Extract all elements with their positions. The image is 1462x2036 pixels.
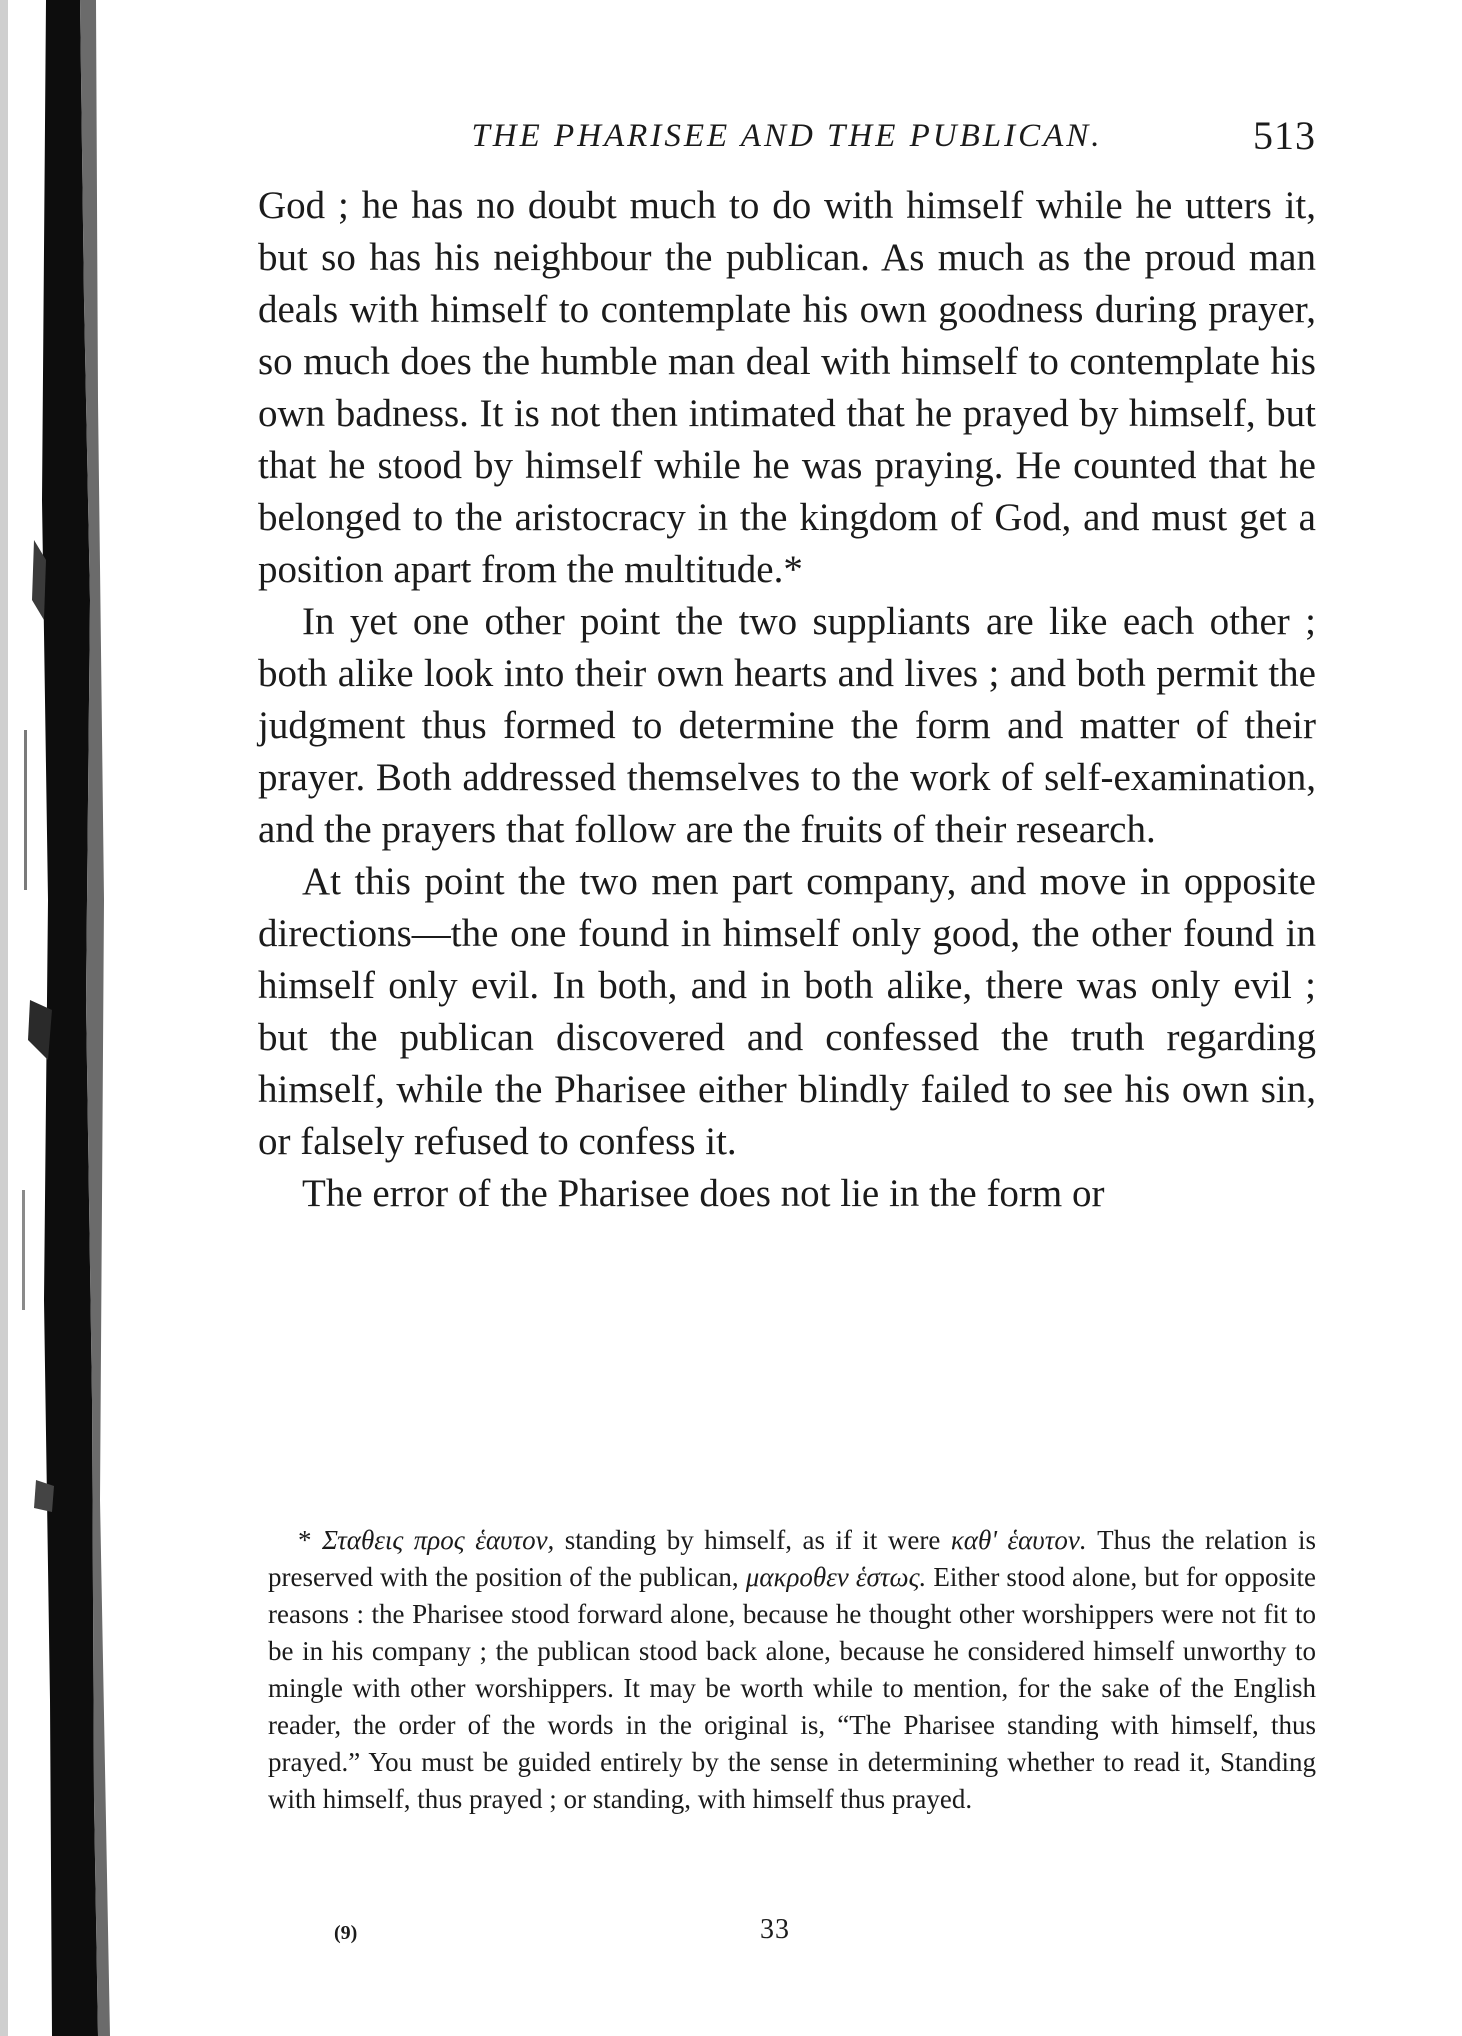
footnote-text: standing by himself, as if it were xyxy=(554,1525,951,1555)
paragraph: In yet one other point the two suppliants are like each other ; both alike look into their own hearts and lives ; and both permit the judgment thus formed to determine the form and matter of their prayer. Both addressed themselves to the work of self-examination, and the prayers that follow are the fruits of their research. xyxy=(258,600,1316,851)
footnote-greek: καθ' ἑαυτον. xyxy=(950,1525,1087,1555)
paragraph: At this point the two men part company, and move in opposite directions—the one found in himself only good, the other found in himself only evil. In both, and in both alike, there was only evil ; but the publican discovered and confessed the truth regarding himself, while the Pharisee either blindly failed to see his own sin, or falsely refused to confess it. xyxy=(258,860,1316,1163)
footnote-greek: Σταθεις προς ἑαυτον, xyxy=(321,1525,555,1555)
footnote-text: Either stood alone, but for opposite reasons : the Pharisee stood forward alone, because he thought other worshippers were not fit to be in his company ; the publican stood back alone, because he considered himself unworthy to mingle with other worshippers. It may be worth while to mention, for the sake of the English reader, the order of the words in the original is, “The Pharisee standing with himself, thus prayed.” You must be guided entirely by the sense in determining whether to read it, Standing with himself, thus prayed ; or standing, with himself thus prayed. xyxy=(268,1562,1316,1814)
footnote-paragraph xyxy=(268,1522,1316,1818)
running-head xyxy=(258,112,1316,172)
running-title: THE PHARISEE AND THE PUBLICAN. xyxy=(471,118,1103,154)
footnote-text: Thus the relation is preserved with the position of the publican, xyxy=(268,1525,1316,1592)
folio-number: 33 xyxy=(760,1914,790,1945)
signature-mark: (9) xyxy=(334,1922,358,1944)
footnote-greek: μακροθεν ἑστως. xyxy=(745,1562,927,1592)
binding-edge xyxy=(0,0,120,2036)
paragraph: The error of the Pharisee does not lie in the form or xyxy=(302,1172,1105,1215)
body-text xyxy=(258,180,1316,1220)
footnote-marker: * xyxy=(298,1525,322,1555)
paragraph: God ; he has no doubt much to do with himself while he utters it, but so has his neighbour the publican. As much as the proud man deals with himself to contemplate his own goodness during prayer, so much does the humble man deal with himself to contemplate his own badness. It is not then intimated that he prayed by himself, but that he stood by himself while he was praying. He counted that he belonged to the aristocracy in the kingdom of God, and must get a position apart from the multitude.* xyxy=(258,184,1316,591)
page-number: 513 xyxy=(1253,113,1316,158)
footnote xyxy=(268,1522,1316,1818)
